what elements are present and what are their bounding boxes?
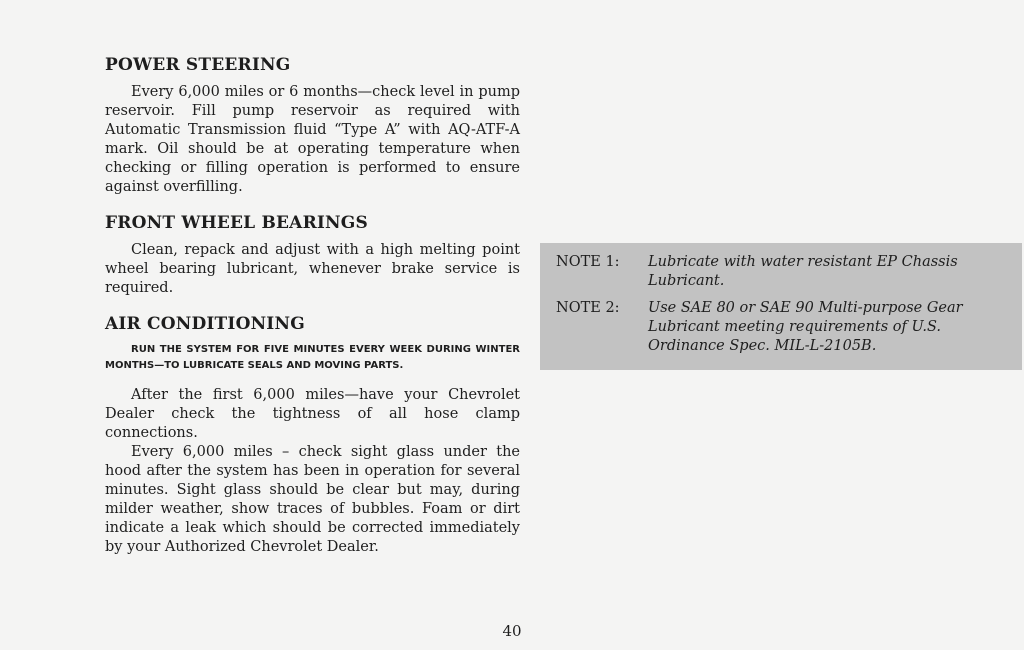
air-conditioning-caps-notice: RUN THE SYSTEM FOR FIVE MINUTES EVERY WEEK DURING WINTER MONTHS—TO LUBRICATE SEALS AND MOVING PARTS. — [105, 344, 520, 371]
front-wheel-bearings-heading: FRONT WHEEL BEARINGS — [105, 213, 368, 233]
note-1-text: Lubricate with water resistant EP Chassis Lubricant. — [648, 254, 958, 289]
air-conditioning-section — [105, 314, 520, 557]
note-2-label: NOTE 2: — [556, 300, 620, 316]
note-1 — [556, 253, 1008, 291]
air-conditioning-text-1: After the first 6,000 miles—have your Chevrolet Dealer check the tightness of all hose clamp connections. — [105, 387, 520, 441]
air-conditioning-heading: AIR CONDITIONING — [105, 314, 305, 334]
front-wheel-bearings-section — [105, 213, 520, 298]
note-1-label: NOTE 1: — [556, 254, 620, 270]
air-conditioning-text-2: Every 6,000 miles – check sight glass under the hood after the system has been in operation for several minutes. Sight glass should be clear but may, during milder weather, show traces of bubbles. Foam or dirt indicate a leak which should be corrected immediately by your Authorized Chevrolet Dealer. — [105, 444, 520, 555]
notes-box — [540, 243, 1022, 370]
power-steering-text: Every 6,000 miles or 6 months—check level in pump reservoir. Fill pump reservoir as required with Automatic Transmission fluid “Type A” with AQ-ATF-A mark. Oil should be at operating temperature when checking or filling operation is performed to ensure against overfilling. — [105, 84, 520, 195]
front-wheel-bearings-text: Clean, repack and adjust with a high melting point wheel bearing lubricant, whenever brake service is required. — [105, 242, 520, 296]
power-steering-heading: POWER STEERING — [105, 55, 291, 75]
power-steering-section — [105, 55, 520, 197]
left-column — [105, 55, 520, 573]
note-2-text: Use SAE 80 or SAE 90 Multi-purpose Gear Lubricant meeting requirements of U.S. Ordinance Spec. MIL-L-2105B. — [648, 300, 963, 354]
note-2 — [556, 299, 1008, 356]
page-number: 40 — [502, 622, 522, 640]
